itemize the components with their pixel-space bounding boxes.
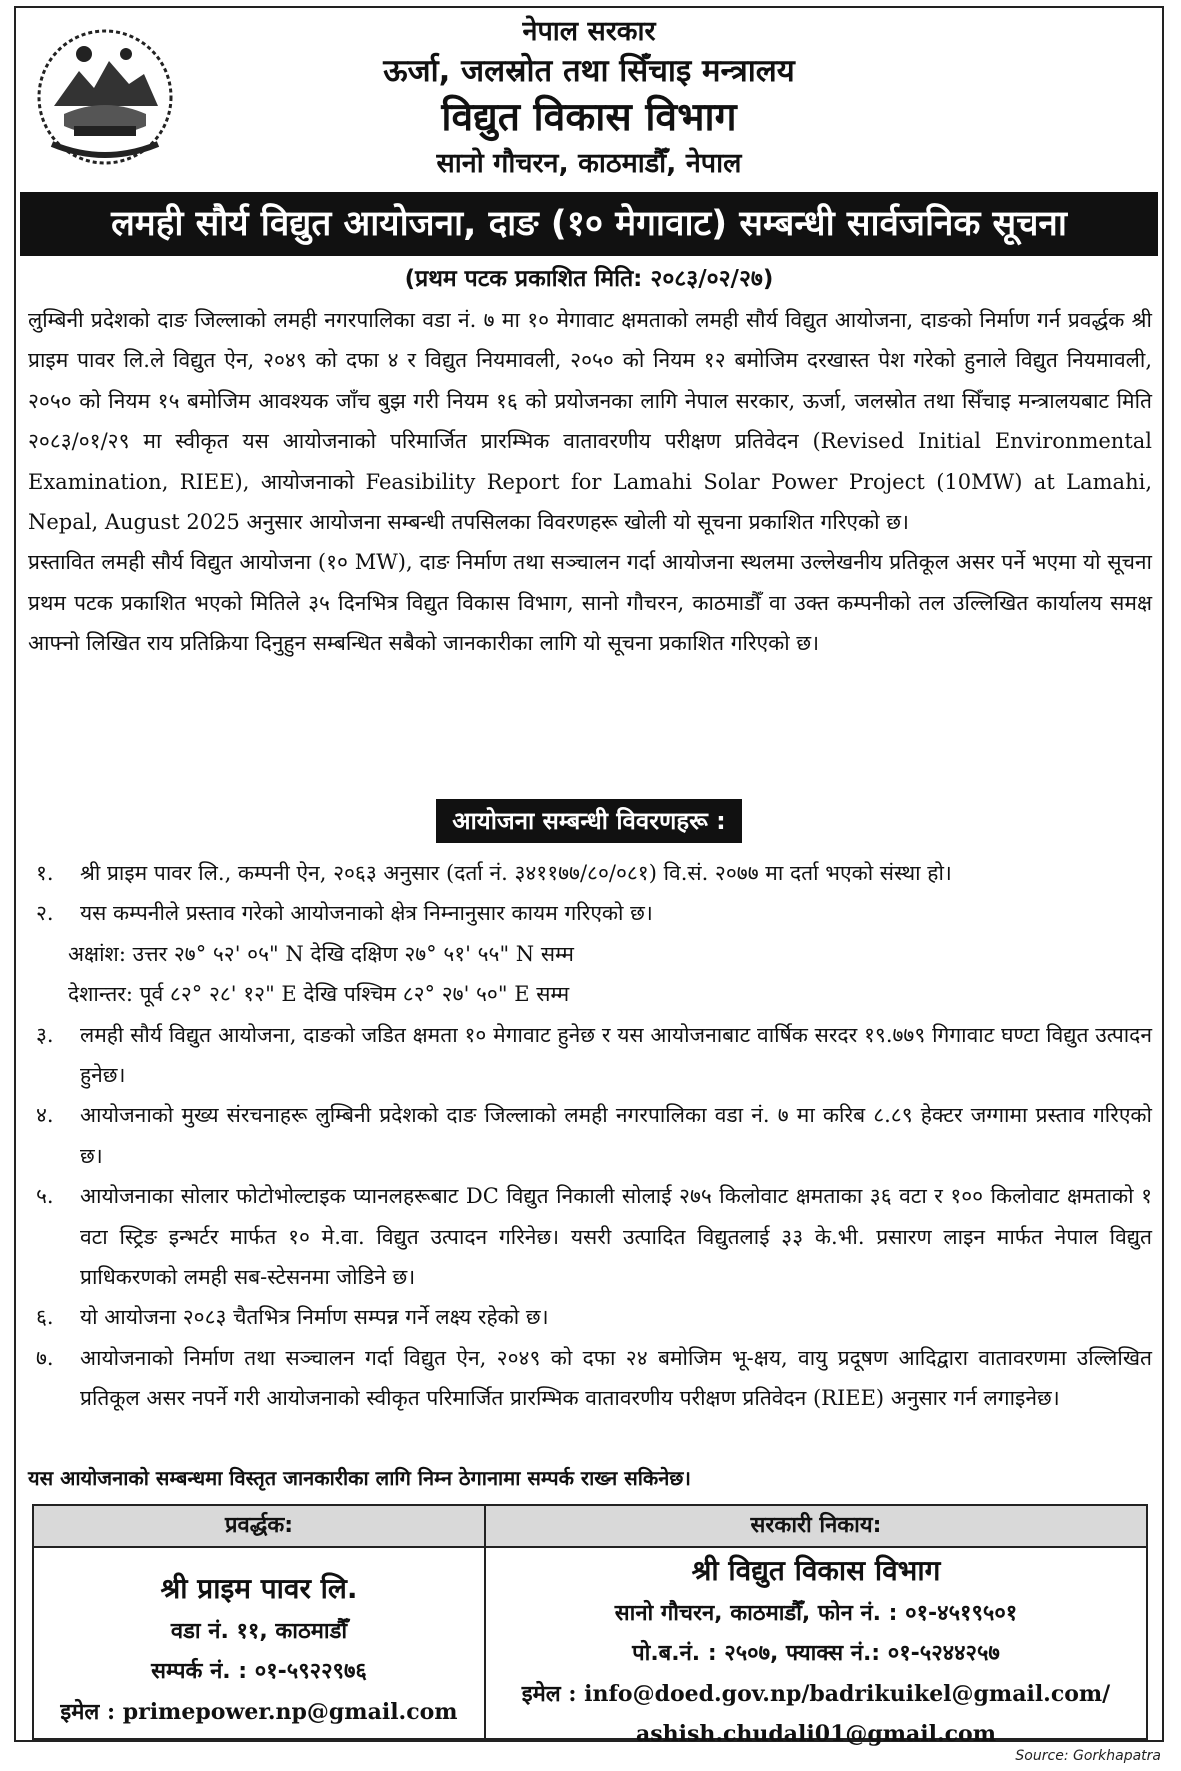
latitude-range: अक्षांश: उत्तर २७° ५२' ०५" N देखि दक्षिण २७° ५१' ५५" N सम्म bbox=[68, 941, 574, 966]
paragraph-2: प्रस्तावित लमही सौर्य विद्युत आयोजना (१० MW), दाङ निर्माण तथा सञ्चालन गर्दा आयोजना स्थलमा उल्लेखनीय प्रतिकूल असर पर्ने भएमा यो सूचना प्रथम पटक प्रकाशित भएको मितिले ३५ दिनभित्र विद्युत विकास विभाग, सानो गौचरन, काठमाडौँ वा उक्त कम्पनीको तल उल्लिखित कार्यालय समक्ष आफ्नो लिखित राय प्रतिक्रिया दिनुहुन सम्बन्धित सबैको जानकारीका लागि यो सूचना प्रकाशित गरिएको छ। bbox=[28, 550, 1152, 656]
contact-note: यस आयोजनाको सम्बन्धमा विस्तृत जानकारीका लागि निम्न ठेगानामा सम्पर्क राख्न सकिनेछ। bbox=[28, 1466, 691, 1490]
list-item: १. श्री प्राइम पावर लि., कम्पनी ऐन, २०६३ अनुसार (दर्ता नं. ३४११७७/८०/०८१) वि.सं. २०७७ मा दर्ता भएको संस्था हो। bbox=[36, 861, 952, 885]
promoter-name: श्री प्राइम पावर लि. bbox=[160, 1572, 358, 1605]
list-item: ३. लमही सौर्य विद्युत आयोजना, दाङको जडित क्षमता १० मेगावाट हुनेछ र यस आयोजनाबाट वार्षिक सरदर १९.७७९ गिगावाट घण्टा विद्युत उत्पादन हुनेछ। bbox=[36, 1022, 1152, 1088]
paragraph-1: लुम्बिनी प्रदेशको दाङ जिल्लाको लमही नगरपालिका वडा नं. ७ मा १० मेगावाट क्षमताको लमही सौर्य विद्युत आयोजना, दाङको निर्माण गर्न प्रवर्द्धक श्री प्राइम पावर लि.ले विद्युत ऐन, २०४९ को दफा ४ र विद्युत नियमावली, २०५० को नियम १२ बमोजिम दरखास्त पेश गरेको हुनाले विद्युत नियमावली, २०५० को नियम १५ बमोजिम आवश्यक जाँच बुझ गरी नियम १६ को प्रयोजनका लागि नेपाल सरकार, ऊर्जा, जलस्रोत तथा सिँचाइ मन्त्रालयबाट मिति २०८३/०१/२९ मा स्वीकृत यस आयोजनाको परिमार्जित प्रारम्भिक वातावरणीय परीक्षण प्रतिवेदन (Revised Initial Environmental Examination, RIEE), आयोजनाको Feasibility Report for Lamahi Solar Power Project (10MW) at Lamahi, Nepal, August 2025 अनुसार आयोजना सम्बन्धी तपसिलका विवरणहरू खोली यो सूचना प्रकाशित गरिएको छ। bbox=[28, 308, 1152, 535]
details-list bbox=[28, 853, 1152, 1419]
promoter-email: इमेल : primepower.np@gmail.com bbox=[60, 1699, 458, 1725]
source-credit: Source: Gorkhapatra bbox=[1015, 1748, 1161, 1764]
list-item: ४. आयोजनाको मुख्य संरचनाहरू लुम्बिनी प्रदेशको दाङ जिल्लाको लमही नगरपालिका वडा नं. ७ मा करिब ८.८९ हेक्टर जग्गामा प्रस्ताव गरिएको छ। bbox=[36, 1103, 1152, 1168]
government-pobox-fax: पो.ब.नं. : २५०७, फ्याक्स नं.: ०१-५२४४२५७ bbox=[632, 1641, 1000, 1666]
list-item: ५. आयोजनाका सोलार फोटोभोल्टाइक प्यानलहरूबाट DC विद्युत निकाली सोलाई २७५ किलोवाट क्षमताका ३६ वटा र १०० किलोवाट क्षमताको १ वटा स्ट्रिङ इन्भर्टर मार्फत १० मे.वा. विद्युत उत्पादन गरिनेछ। यसरी उत्पादित विद्युतलाई ३३ के.भी. प्रसारण लाइन मार्फत नेपाल विद्युत प्राधिकरणको लमही सब-स्टेसनमा जोडिने छ। bbox=[36, 1184, 1152, 1290]
notice-body bbox=[28, 300, 1152, 664]
department-name: विद्युत विकास विभाग bbox=[441, 95, 737, 140]
notice-title: लमही सौर्य विद्युत आयोजना, दाङ (१० मेगावाट) सम्बन्धी सार्वजनिक सूचना bbox=[20, 192, 1158, 256]
section-heading: आयोजना सम्बन्धी विवरणहरू : bbox=[436, 799, 742, 843]
government-email: इमेल : info@doed.gov.np/badrikuikel@gmail.com/ bbox=[521, 1681, 1111, 1707]
government-contact bbox=[486, 1506, 1146, 1747]
promoter-contact bbox=[34, 1506, 486, 1738]
promoter-phone: सम्पर्क नं. : ०१-५९२२९७६ bbox=[151, 1659, 367, 1684]
published-date: (प्रथम पटक प्रकाशित मिति: २०८३/०२/२७) bbox=[404, 266, 774, 292]
notice-page bbox=[14, 6, 1164, 1747]
promoter-heading: प्रवर्द्धक: bbox=[34, 1506, 484, 1548]
list-item: ६. यो आयोजना २०८३ चैतभित्र निर्माण सम्पन्न गर्ने लक्ष्य रहेको छ। bbox=[36, 1305, 549, 1330]
government-name: श्री विद्युत विकास विभाग bbox=[691, 1554, 941, 1587]
list-item: ७. आयोजनाको निर्माण तथा सञ्चालन गर्दा विद्युत ऐन, २०४९ को दफा २४ बमोजिम भू-क्षय, वायु प्रदूषण आदिद्वारा वातावरणमा उल्लिखित प्रतिकूल असर नपर्ने गरी आयोजनाको स्वीकृत परिमार्जित प्रारम्भिक वातावरणीय परीक्षण प्रतिवेदन (RIEE) अनुसार गर्न लगाइनेछ। bbox=[36, 1345, 1152, 1411]
government-heading: सरकारी निकाय: bbox=[486, 1506, 1146, 1548]
contact-table bbox=[32, 1504, 1148, 1747]
ministry-name: ऊर्जा, जलस्रोत तथा सिँचाइ मन्त्रालय bbox=[383, 53, 795, 89]
government-email-2: ashish.chudali01@gmail.com bbox=[635, 1721, 997, 1747]
department-address: सानो गौचरन, काठमाडौँ, नेपाल bbox=[436, 148, 742, 179]
government-address-phone: सानो गौचरन, काठमाडौँ, फोन नं. : ०१-४५१९५०१ bbox=[614, 1601, 1018, 1626]
longitude-range: देशान्तर: पूर्व ८२° २८' १२" E देखि पश्चिम ८२° २७' ५०" E सम्म bbox=[68, 982, 570, 1007]
govt-name: नेपाल सरकार bbox=[522, 16, 656, 47]
letterhead bbox=[16, 14, 1162, 184]
promoter-address: वडा नं. ११, काठमाडौँ bbox=[170, 1619, 348, 1644]
list-item: २. यस कम्पनीले प्रस्ताव गरेको आयोजनाको क्षेत्र निम्नानुसार कायम गरिएको छ। bbox=[36, 901, 653, 926]
